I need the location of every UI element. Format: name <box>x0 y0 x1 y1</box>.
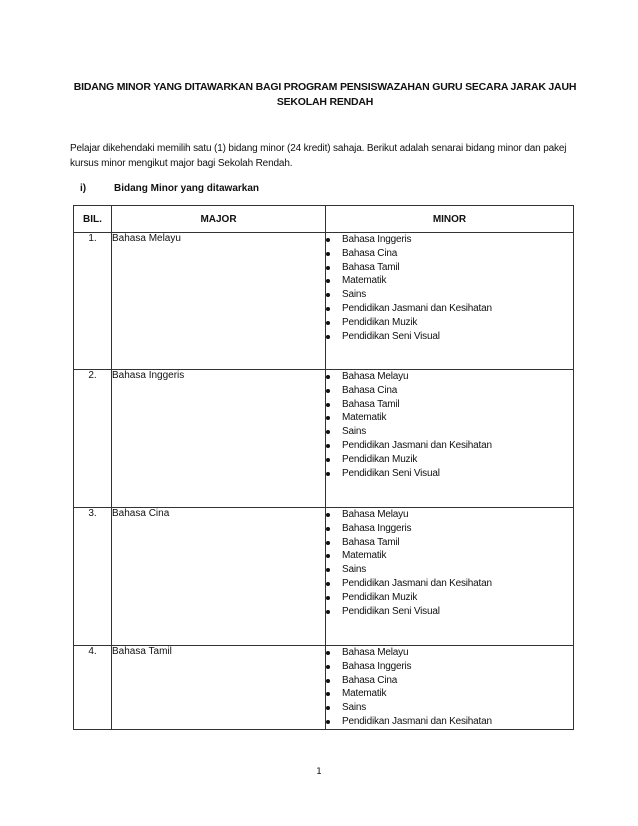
bullet-icon <box>326 307 330 311</box>
bullet-icon <box>326 692 330 696</box>
minor-label: Pendidikan Seni Visual <box>342 467 440 479</box>
row-major: Bahasa Inggeris <box>112 370 326 508</box>
minor-label: Sains <box>342 426 367 438</box>
bullet-icon <box>326 389 330 393</box>
minor-label: Bahasa Tamil <box>342 261 400 273</box>
table-row <box>74 370 574 508</box>
minor-label: Matematik <box>342 412 387 424</box>
row-minor-list <box>326 370 574 508</box>
header-major: MAJOR <box>112 206 326 233</box>
list-item <box>326 660 573 674</box>
list-item <box>326 467 573 481</box>
list-item <box>326 536 573 550</box>
bullet-icon <box>326 430 330 434</box>
list-item <box>326 591 573 605</box>
intro-line-2: kursus minor mengikut major bagi Sekolah Rendah. <box>70 158 293 169</box>
minor-label: Bahasa Inggeris <box>342 522 412 534</box>
list-item <box>326 261 573 275</box>
list-item <box>326 330 573 344</box>
list-item <box>326 233 573 247</box>
minor-label: Pendidikan Jasmani dan Kesihatan <box>342 577 492 589</box>
minor-label: Bahasa Melayu <box>342 647 409 658</box>
minor-label: Pendidikan Muzik <box>342 316 418 328</box>
row-major: Bahasa Cina <box>112 508 326 646</box>
list-item <box>326 549 573 563</box>
bullet-icon <box>326 568 330 572</box>
list-item <box>326 687 573 701</box>
minor-label: Pendidikan Jasmani dan Kesihatan <box>342 439 492 451</box>
minor-label: Bahasa Cina <box>342 384 398 396</box>
list-item <box>326 508 573 522</box>
bullet-icon <box>326 679 330 683</box>
bullet-icon <box>326 610 330 614</box>
document-title <box>60 80 590 110</box>
bullet-icon <box>326 513 330 517</box>
bullet-icon <box>326 416 330 420</box>
list-item <box>326 563 573 577</box>
list-item <box>326 384 573 398</box>
page-number: 1 <box>316 767 322 777</box>
bullet-icon <box>326 458 330 462</box>
row-bil: 2. <box>74 370 112 508</box>
minor-label: Bahasa Melayu <box>342 509 409 520</box>
list-item <box>326 247 573 261</box>
bullet-icon <box>326 238 330 242</box>
list-item <box>326 398 573 412</box>
list-item <box>326 674 573 688</box>
bullet-icon <box>326 527 330 531</box>
list-item <box>326 522 573 536</box>
minor-label: Matematik <box>342 688 387 700</box>
minor-label: Pendidikan Muzik <box>342 453 418 465</box>
list-item <box>326 646 573 660</box>
list-item <box>326 316 573 330</box>
header-minor: MINOR <box>326 206 574 233</box>
minor-list <box>326 646 573 729</box>
minor-label: Pendidikan Seni Visual <box>342 605 440 617</box>
table-row <box>74 646 574 730</box>
bullet-icon <box>326 403 330 407</box>
minor-label: Sains <box>342 289 367 301</box>
list-item <box>326 302 573 316</box>
list-item <box>326 439 573 453</box>
minor-table <box>73 205 574 730</box>
minor-label: Pendidikan Jasmani dan Kesihatan <box>342 715 492 727</box>
list-item <box>326 425 573 439</box>
minor-label: Bahasa Melayu <box>342 371 409 382</box>
minor-label: Matematik <box>342 550 387 562</box>
section-number: i) <box>80 183 87 194</box>
minor-list <box>326 370 573 480</box>
list-item <box>326 577 573 591</box>
list-item <box>326 370 573 384</box>
title-line-2: SEKOLAH RENDAH <box>276 96 374 108</box>
list-item <box>326 288 573 302</box>
bullet-icon <box>326 706 330 710</box>
intro-paragraph <box>70 141 575 171</box>
row-bil: 4. <box>74 646 112 730</box>
minor-label: Bahasa Tamil <box>342 536 400 548</box>
header-bil: BIL. <box>74 206 112 233</box>
intro-line-1: Pelajar dikehendaki memilih satu (1) bidang minor (24 kredit) sahaja. Berikut adalah senarai bidang minor dan pakej <box>70 143 567 154</box>
minor-label: Pendidikan Jasmani dan Kesihatan <box>342 302 492 314</box>
minor-label: Bahasa Inggeris <box>342 234 412 245</box>
minor-list <box>326 508 573 618</box>
minor-label: Bahasa Cina <box>342 674 398 686</box>
list-item <box>326 411 573 425</box>
minor-label: Pendidikan Seni Visual <box>342 330 440 342</box>
bullet-icon <box>326 596 330 600</box>
minor-list <box>326 233 573 343</box>
bullet-icon <box>326 335 330 339</box>
bullet-icon <box>326 266 330 270</box>
minor-label: Sains <box>342 702 367 714</box>
bullet-icon <box>326 582 330 586</box>
table-row <box>74 508 574 646</box>
minor-label: Sains <box>342 564 367 576</box>
bullet-icon <box>326 665 330 669</box>
row-minor-list <box>326 508 574 646</box>
minor-label: Pendidikan Muzik <box>342 591 418 603</box>
table-header-row <box>74 206 574 233</box>
bullet-icon <box>326 375 330 379</box>
row-major: Bahasa Melayu <box>112 233 326 370</box>
bullet-icon <box>326 651 330 655</box>
list-item <box>326 605 573 619</box>
minor-label: Bahasa Tamil <box>342 398 400 410</box>
bullet-icon <box>326 720 330 724</box>
row-minor-list <box>326 646 574 730</box>
bullet-icon <box>326 554 330 558</box>
row-major: Bahasa Tamil <box>112 646 326 730</box>
list-item <box>326 274 573 288</box>
table-row <box>74 233 574 370</box>
bullet-icon <box>326 293 330 297</box>
row-bil: 3. <box>74 508 112 646</box>
title-line-1: BIDANG MINOR YANG DITAWARKAN BAGI PROGRAM PENSISWAZAHAN GURU SECARA JARAK JAUH <box>73 81 577 93</box>
list-item <box>326 715 573 729</box>
row-bil: 1. <box>74 233 112 370</box>
bullet-icon <box>326 279 330 283</box>
section-title: Bidang Minor yang ditawarkan <box>114 183 260 194</box>
minor-label: Matematik <box>342 275 387 287</box>
minor-label: Bahasa Cina <box>342 247 398 259</box>
bullet-icon <box>326 252 330 256</box>
list-item <box>326 701 573 715</box>
bullet-icon <box>326 444 330 448</box>
minor-label: Bahasa Inggeris <box>342 660 412 672</box>
table-body <box>74 233 574 730</box>
section-heading <box>80 183 259 194</box>
bullet-icon <box>326 321 330 325</box>
bullet-icon <box>326 472 330 476</box>
list-item <box>326 453 573 467</box>
row-minor-list <box>326 233 574 370</box>
bullet-icon <box>326 541 330 545</box>
